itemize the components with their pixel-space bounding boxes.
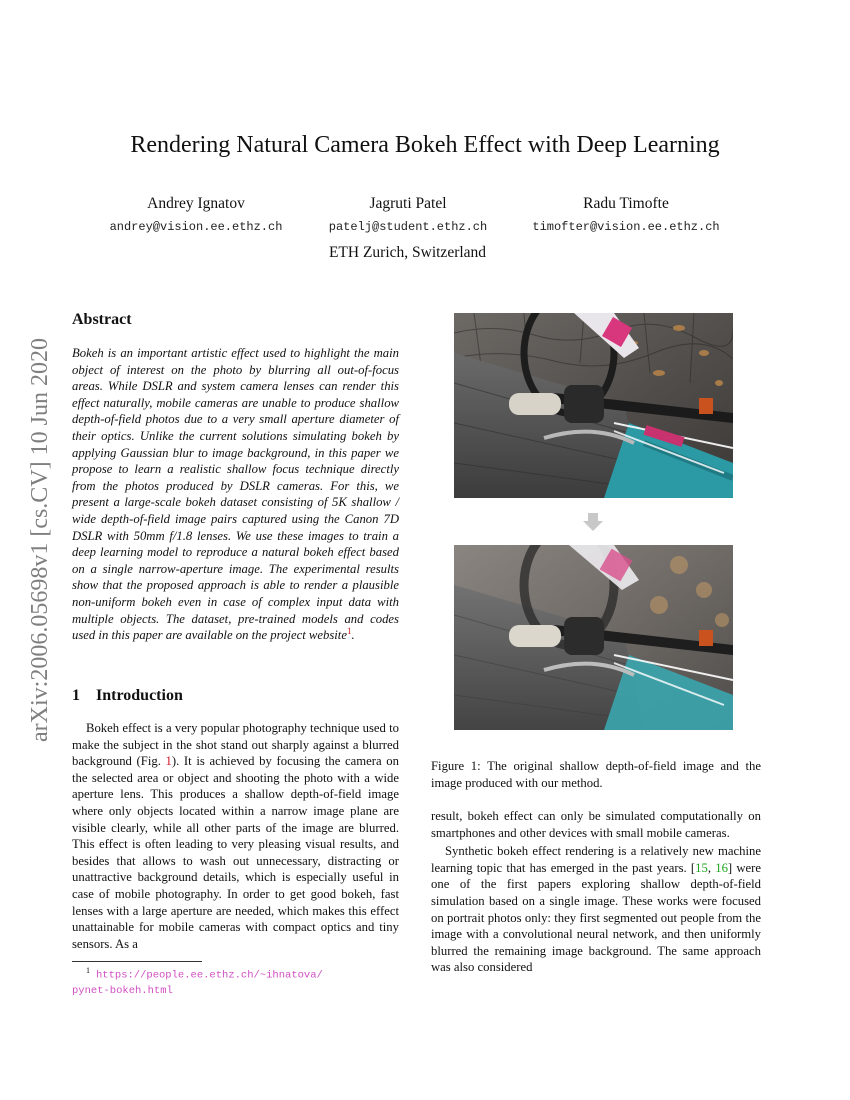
abstract-heading: Abstract xyxy=(72,311,132,328)
figure-photo-rendered xyxy=(454,545,733,730)
intro-text-part: Bokeh effect is a very popular photography technique used to make the subject in the shot stand out sharply against a blurred background (Fig. xyxy=(72,721,399,769)
citation-separator: , xyxy=(707,860,716,875)
introduction-paragraph xyxy=(72,720,399,952)
figure-caption: Figure 1: The original shallow depth-of-field image and the image produced with our method. xyxy=(431,759,761,790)
arxiv-identifier-stamp: arXiv:2006.05698v1 [cs.CV] 10 Jun 2020 xyxy=(27,338,53,742)
bracket: [ xyxy=(690,860,696,875)
abstract-end: . xyxy=(351,628,355,643)
section-number: 1 xyxy=(72,687,80,704)
footnote-url-link[interactable]: https://people.ee.ethz.ch/~ihnatova/ xyxy=(96,969,323,982)
citation-link[interactable]: 15 xyxy=(695,860,708,875)
figure-reference-link[interactable]: 1 xyxy=(165,754,172,769)
paper-title: Rendering Natural Camera Bokeh Effect with Deep Learning xyxy=(130,132,720,158)
author-block-3 xyxy=(496,194,756,237)
author-name: Jagruti Patel xyxy=(369,195,447,212)
author-name: Andrey Ignatov xyxy=(147,195,245,212)
section-title: Introduction xyxy=(96,687,183,704)
bicycle-bokeh-photo-illustration xyxy=(454,545,733,730)
author-email: andrey@vision.ee.ethz.ch xyxy=(109,220,283,234)
figure-photo-original xyxy=(454,313,733,498)
paragraph-text-part: ] were one of the first papers exploring shallow depth-of-field simulation based on a single image. These works were focused on portrait photos only: they first segmented out people from the image with a convolutional neural network, and then uniformly blurred the remaining image background. The same approach was also considered xyxy=(431,860,762,975)
right-column-text xyxy=(431,808,761,976)
bicycle-photo-illustration xyxy=(454,313,733,498)
author-email: timofter@vision.ee.ethz.ch xyxy=(532,220,720,234)
footnote xyxy=(72,963,372,999)
paragraph-text-part: Synthetic bokeh effect rendering is a relatively new machine learning topic that has emerged in the past years. xyxy=(431,844,761,875)
down-arrow-icon xyxy=(583,513,603,531)
intro-text-part: ). It is achieved by focusing the camera on the selected area or object and shooting the photo with a wide aperture lens. This produces a shallow depth-of-field image where only objects located within a narrow image plane are visible clearly, while all other parts of the image are blurred. This effect is often leading to very pleasing visual results, and besides that allows to wash out unnecessary, distracting or unattractive background details, which is especially useful in case of mobile photography. In order to get good bokeh, fast lenses with a large aperture are needed, which makes this effect unattainable for mobile cameras with compact optics and tiny sensors. As a xyxy=(72,754,399,951)
affiliation: ETH Zurich, Switzerland xyxy=(328,244,487,261)
author-name: Radu Timofte xyxy=(583,195,669,212)
footnote-url-link-continuation[interactable]: pynet-bokeh.html xyxy=(72,984,173,997)
citation-link[interactable]: 16 xyxy=(715,860,728,875)
abstract-text xyxy=(72,345,399,644)
paragraph xyxy=(431,843,761,976)
abstract-body-text: Bokeh is an important artistic effect used to highlight the main object of interest on the photo by blurring all out-of-focus areas. While DSLR and system camera lenses can render this effect naturally, mobile cameras are unable to produce shallow depth-of-field photos due to a very small aperture diameter of their optics. Unlike the current solutions simulating bokeh by applying Gaussian blur to image background, in this paper we propose to learn a realistic shallow focus technique directly from the photos produced by DSLR cameras. For this, we present a large-scale bokeh dataset consisting of 5K shallow / wide depth-of-field image pairs captured using the Canon 7D DSLR with 50mm f/1.8 lenses. We use these images to train a deep learning model to reproduce a natural bokeh effect based on a single narrow-aperture image. The experimental results show that the proposed approach is able to render a plausible non-uniform bokeh even in case of complex input data with multiple objects. The dataset, pre-trained models and codes used in this paper are available on the project website xyxy=(72,346,399,643)
footnote-divider xyxy=(72,961,202,962)
paragraph: result, bokeh effect can only be simulated computationally on smartphones and other devices with small mobile cameras. xyxy=(431,809,761,840)
footnote-marker[interactable]: 1 xyxy=(346,625,352,636)
author-email: patelj@student.ethz.ch xyxy=(328,220,488,234)
footnote-number: 1 xyxy=(86,966,90,975)
section-heading-introduction xyxy=(72,687,183,705)
